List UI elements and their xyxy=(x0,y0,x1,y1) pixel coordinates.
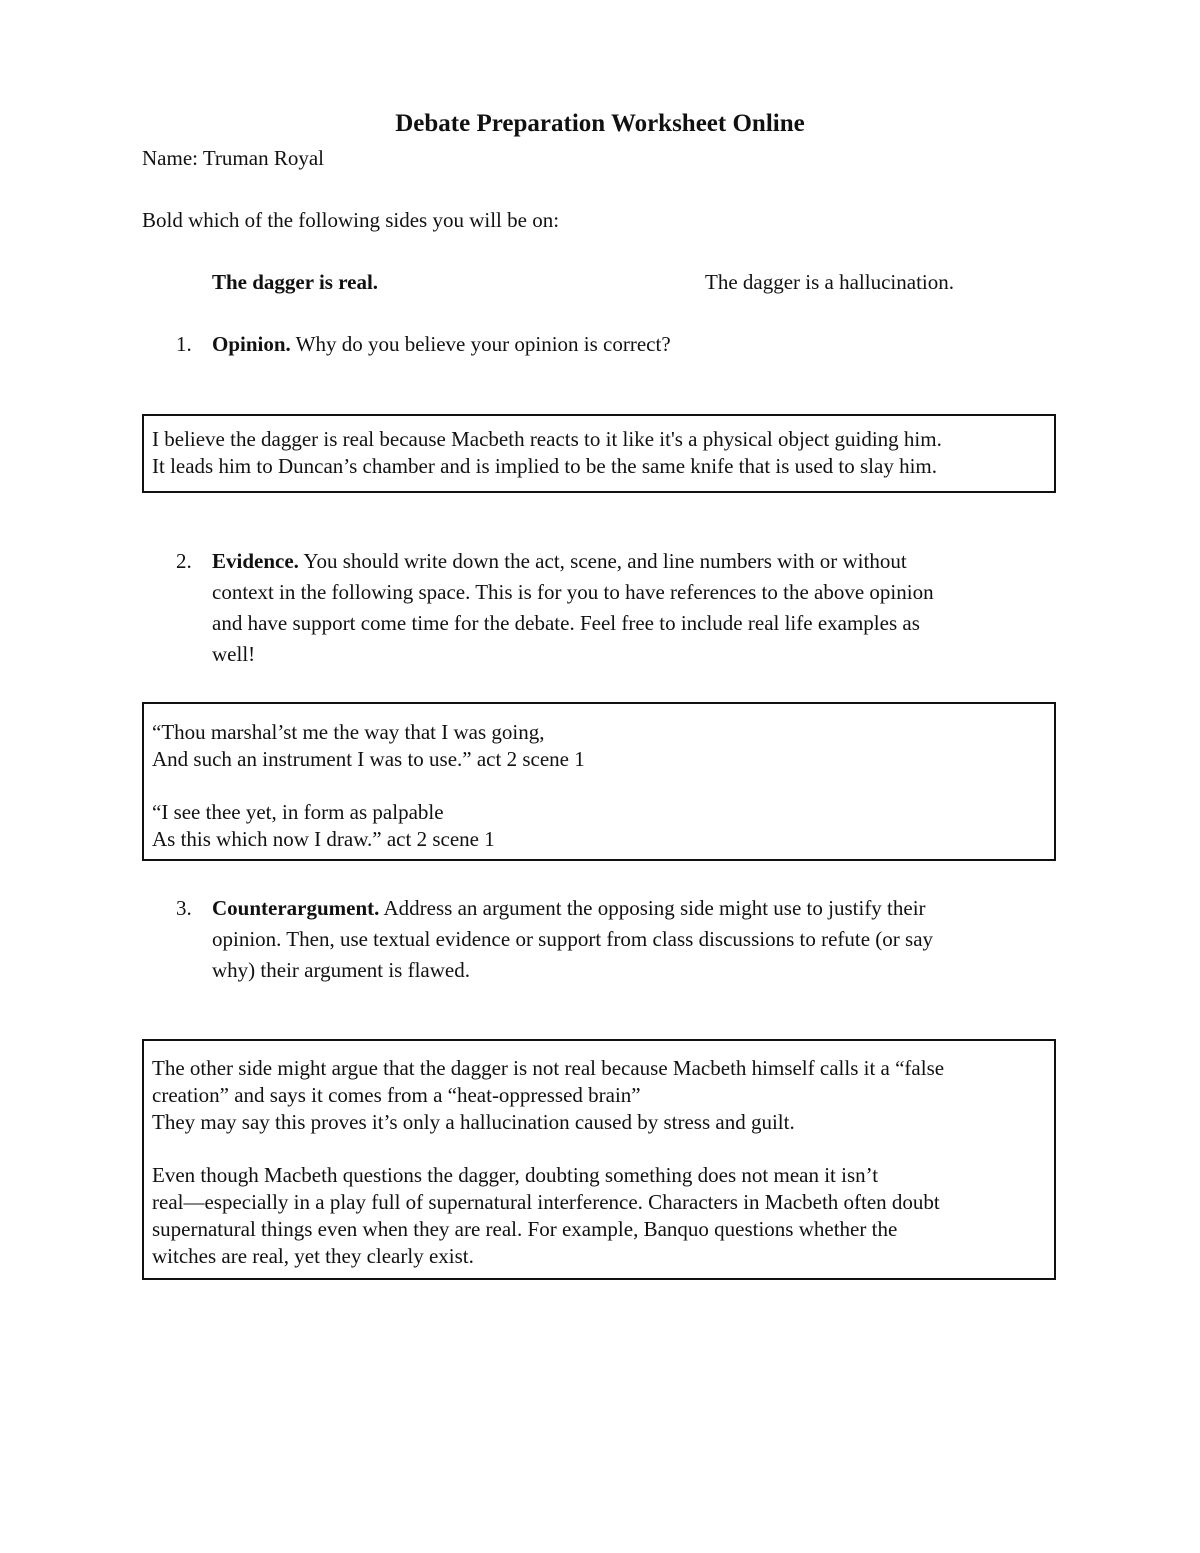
question-heading: Counterargument. xyxy=(212,896,380,920)
answer-line: supernatural things even when they are real. For example, Banquo questions whether the xyxy=(152,1217,898,1241)
side-option-selected: The dagger is real. xyxy=(212,270,379,294)
question-prompt-line: well! xyxy=(212,642,256,666)
answer-line: real—especially in a play full of supernatural interference. Characters in Macbeth often doubt xyxy=(152,1190,940,1214)
evidence-answer-box xyxy=(142,702,1056,861)
question-prompt-line: context in the following space. This is for you to have references to the above opinion xyxy=(212,580,934,604)
question-prompt-text: You should write down the act, scene, and line numbers with or without xyxy=(298,549,907,573)
question-prompt-line xyxy=(212,893,1072,924)
answer-line: creation” and says it comes from a “heat-oppressed brain” xyxy=(152,1083,641,1107)
opinion-answer-box xyxy=(142,414,1056,493)
question-prompt xyxy=(212,893,1072,986)
side-instruction: Bold which of the following sides you will be on: xyxy=(142,208,560,232)
page-title: Debate Preparation Worksheet Online xyxy=(395,110,805,137)
evidence-quote-line: “I see thee yet, in form as palpable xyxy=(152,800,444,824)
question-number: 2. xyxy=(176,549,192,573)
question-prompt xyxy=(212,329,671,360)
evidence-quote-line: And such an instrument I was to use.” act 2 scene 1 xyxy=(152,747,585,771)
answer-line: They may say this proves it’s only a hallucination caused by stress and guilt. xyxy=(152,1110,795,1134)
answer-line: Even though Macbeth questions the dagger, doubting something does not mean it isn’t xyxy=(152,1163,879,1187)
evidence-quote-line: “Thou marshal’st me the way that I was going, xyxy=(152,720,545,744)
question-prompt-text: Address an argument the opposing side might use to justify their xyxy=(379,896,926,920)
side-option-other: The dagger is a hallucination. xyxy=(705,270,954,294)
question-heading: Evidence. xyxy=(212,549,299,573)
counterargument-answer-box xyxy=(142,1039,1056,1280)
question-number: 1. xyxy=(176,332,192,356)
answer-line: witches are real, yet they clearly exist. xyxy=(152,1244,474,1268)
question-prompt-line: and have support come time for the debate. Feel free to include real life examples as xyxy=(212,611,920,635)
question-prompt-line: opinion. Then, use textual evidence or support from class discussions to refute (or say xyxy=(212,927,934,951)
question-prompt-text: Why do you believe your opinion is correct? xyxy=(290,332,671,356)
question-number: 3. xyxy=(176,896,192,920)
name-line: Name: Truman Royal xyxy=(142,146,324,170)
question-prompt xyxy=(212,546,1072,670)
question-heading: Opinion. xyxy=(212,332,291,356)
evidence-quote-line: As this which now I draw.” act 2 scene 1 xyxy=(152,827,495,851)
answer-line: I believe the dagger is real because Macbeth reacts to it like it's a physical object guiding him. xyxy=(152,427,942,451)
question-prompt-line xyxy=(212,546,1072,577)
question-prompt-line: why) their argument is flawed. xyxy=(212,958,470,982)
answer-line: It leads him to Duncan’s chamber and is implied to be the same knife that is used to slay him. xyxy=(152,454,937,478)
answer-line: The other side might argue that the dagger is not real because Macbeth himself calls it a “false xyxy=(152,1056,945,1080)
